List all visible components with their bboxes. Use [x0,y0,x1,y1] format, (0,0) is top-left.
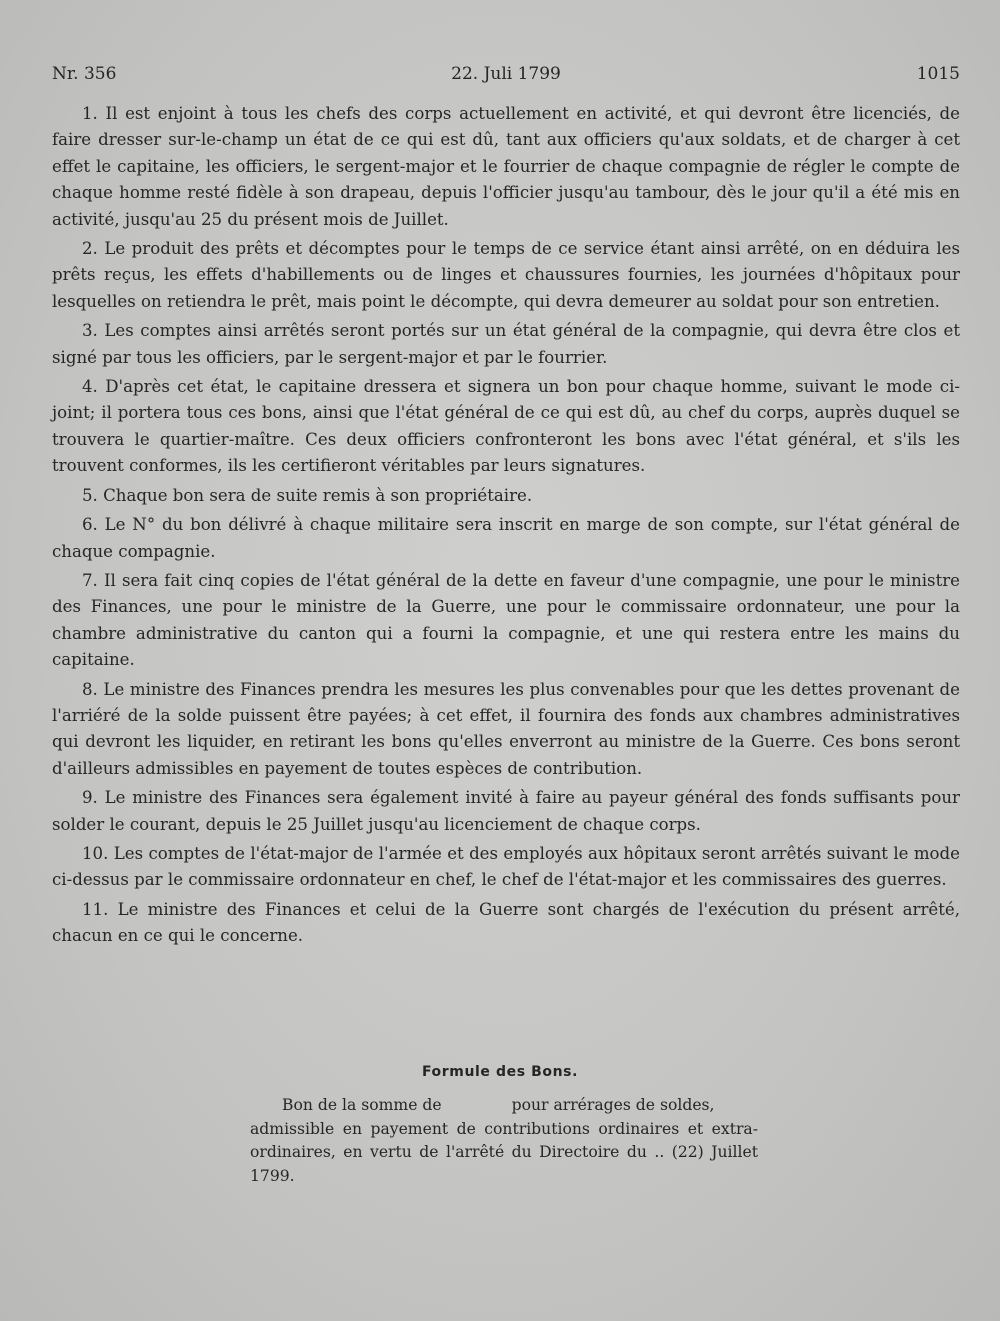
formula-first-line [250,1094,758,1118]
article-8: 8. Le ministre des Finances prendra les mesures les plus convenables pour que les dettes provenant de l'arriéré de la solde puissent être payées; à cet effet, il fournira des fonds aux chambres administratives qui devront les liquider, en retirant les bons qu'elles enverront au ministre de la Guerre. Ces bons seront d'ailleurs admissibles en payement de toutes espèces de contribution. [52,679,960,778]
formula-line1-start: Bon de la somme de [282,1096,442,1114]
article-1: 1. Il est enjoint à tous les chefs des corps actuellement en activité, et qui devront être licenciés, de faire dresser sur-le-champ un état de ce qui est dû, tant aux officiers qu'aux soldats, et de charger à cet effet le capitaine, les officiers, le sergent-major et le fourrier de chaque compagnie de régler le compte de chaque homme resté fidèle à son drapeau, depuis l'officier jusqu'au tambour, dès le jour qu'il a été mis en activité, jusqu'au 25 du présent mois de Juillet. [52,104,960,229]
formula-title: Formule des Bons. [421,1064,579,1080]
article-3: 3. Les comptes ainsi arrêtés seront portés sur un état général de la compagnie, qui devra être clos et signé par tous les officiers, par le sergent-major et par le fourrier. [52,321,960,367]
running-head [52,64,960,88]
article-10: 10. Les comptes de l'état-major de l'armée et des employés aux hôpitaux seront arrêtés suivant le mode ci-dessus par le commissaire ordonnateur en chef, le chef de l'état-major et les commissaires des guerres. [52,843,960,890]
document-date: 22. Juli 1799 [451,64,561,84]
page-number: 1015 [916,64,960,84]
article-5: 5. Chaque bon sera de suite remis à son propriétaire. [82,485,533,505]
formula-line1-end: pour arrérages de soldes, [511,1096,715,1114]
article-list [52,101,960,953]
document-number: Nr. 356 [52,64,117,84]
article-7: 7. Il sera fait cinq copies de l'état général de la dette en faveur d'une compagnie, une pour le ministre des Finances, une pour le ministre de la Guerre, une pour le commissaire ordonnateur, une pour la chambre administrative du canton qui a fourni la compagnie, et une qui restera entre les mains du capitaine. [52,570,960,670]
formula-body [250,1094,758,1188]
article-2: 2. Le produit des prêts et décomptes pour le temps de ce service étant ainsi arrêté, on en déduira les prêts reçus, les effets d'habillements ou de linges et chaussures fournies, les journées d'hôpitaux pour lesquelles on retiendra le prêt, mais point le décompte, qui devra demeurer au soldat pour son entretien. [52,239,960,311]
article-4: 4. D'après cet état, le capitaine dressera et signera un bon pour chaque homme, suivant le mode ci-joint; il portera tous ces bons, ainsi que l'état général de ce qui est dû, au chef du corps, auprès duquel se trouvera le quartier-maître. Ces deux officiers confronteront les bons avec l'état général, et s'ils les trouvent conformes, ils les certifieront véritables par leurs signatures. [52,377,960,476]
article-11: 11. Le ministre des Finances et celui de la Guerre sont chargés de l'exécution du présent arrêté, chacun en ce qui le concerne. [52,899,960,946]
article-9: 9. Le ministre des Finances sera également invité à faire au payeur général des fonds suffisants pour solder le courant, depuis le 25 Juillet jusqu'au licenciement de chaque corps. [52,788,960,834]
article-6: 6. Le N° du bon délivré à chaque militaire sera inscrit en marge de son compte, sur l'état général de chaque compagnie. [52,515,960,561]
formula-rest: admissible en payement de contributions ordinaires et extraordinaires, en vertu de l'arrêté du Directoire du .. (22) Juillet 1799. [250,1119,758,1185]
